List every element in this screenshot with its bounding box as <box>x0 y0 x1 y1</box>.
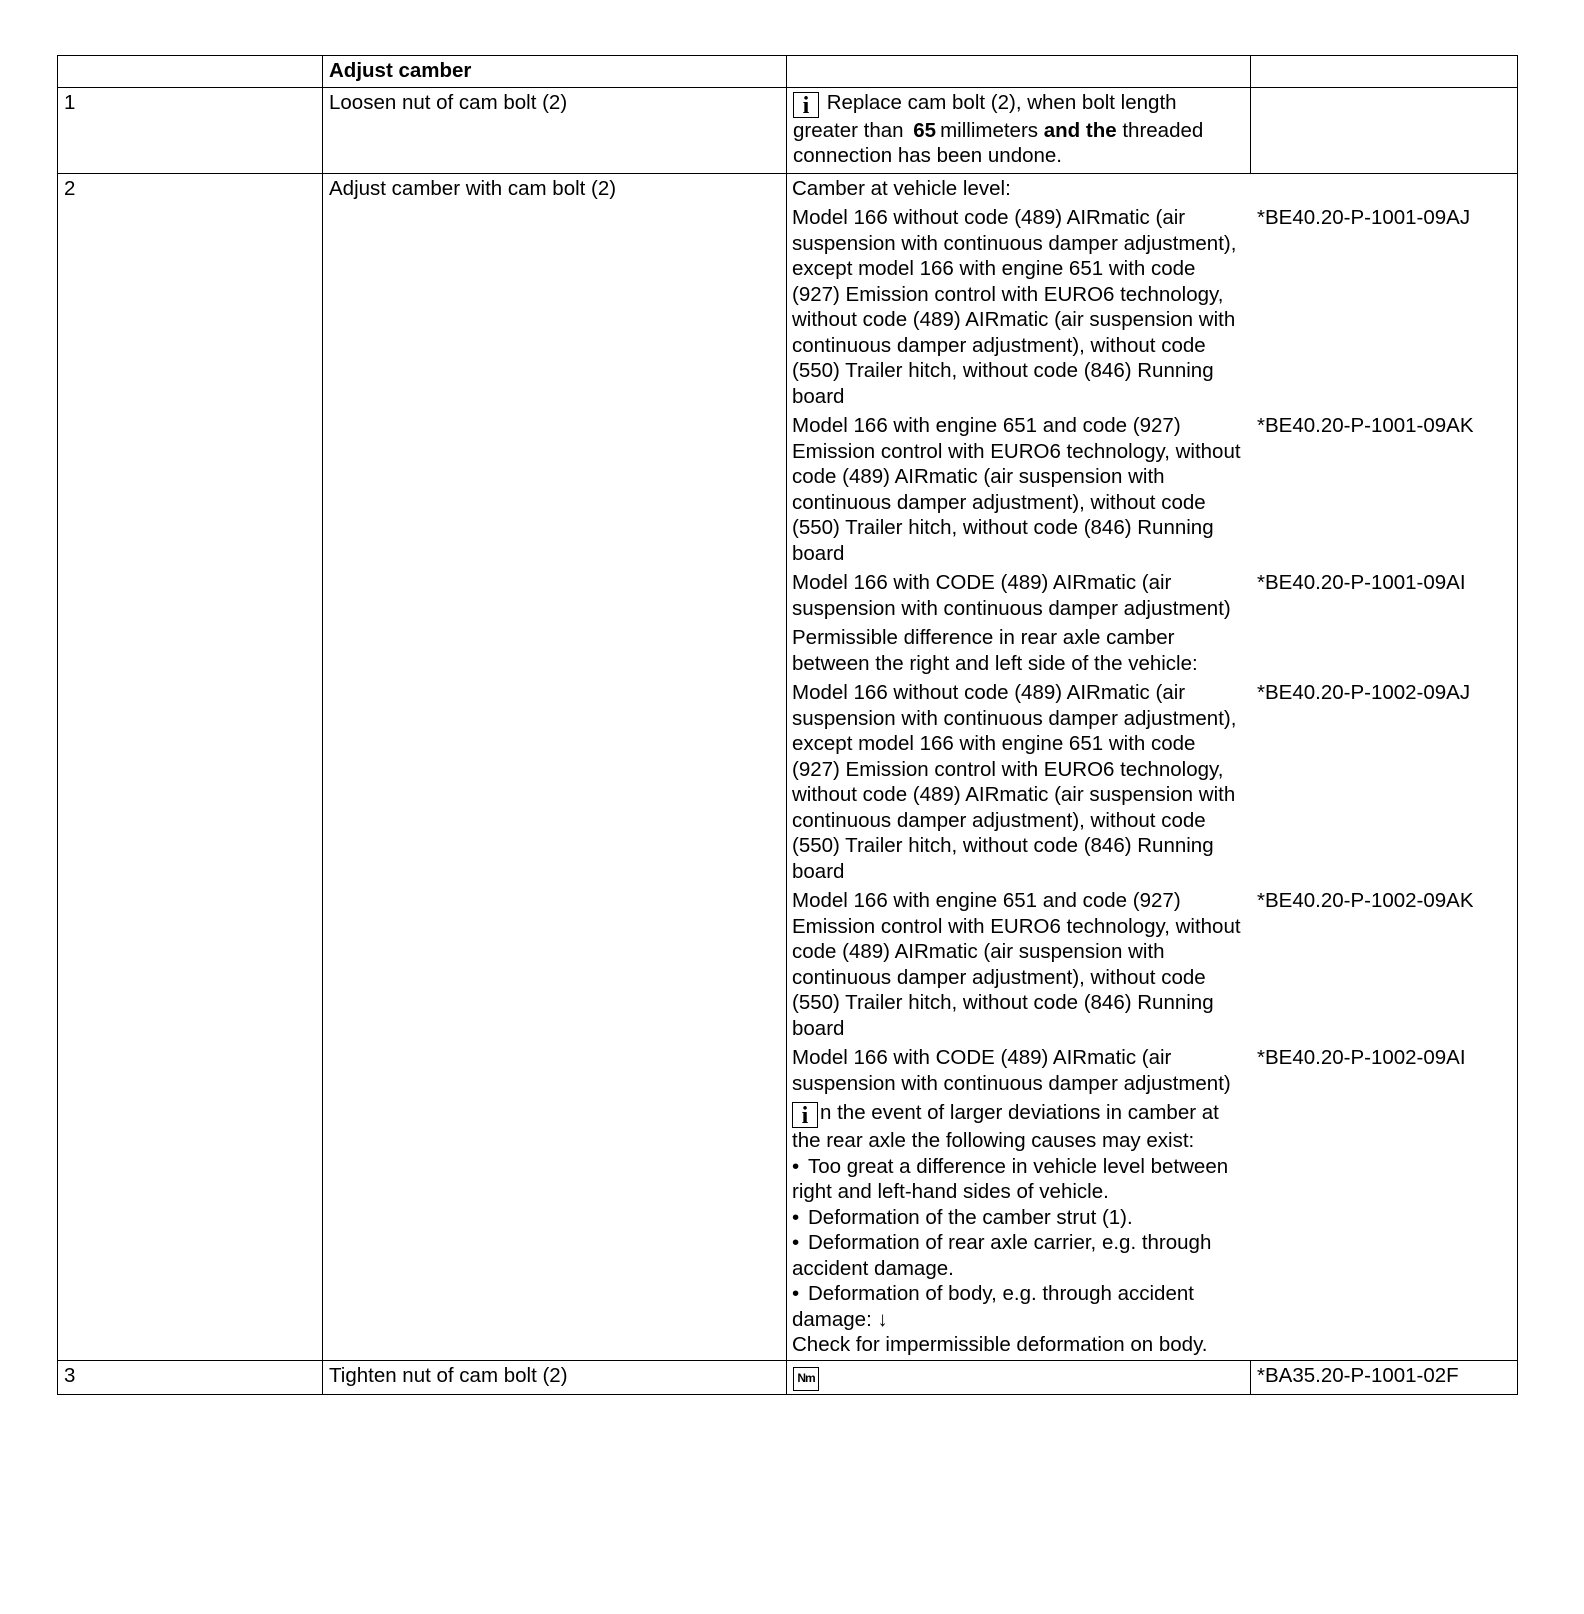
step-action: Adjust camber with cam bolt (2) <box>323 173 787 1360</box>
procedure-table <box>57 55 1518 1395</box>
note-text: threaded connection has been undone. <box>793 118 1204 167</box>
spec-text: Model 166 with CODE (489) AIRmatic (air suspension with continuous damper adjustment) <box>792 571 1231 620</box>
torque-cell <box>787 1360 1251 1394</box>
header-empty-cell <box>1251 56 1518 88</box>
bolt-length-value: 65 <box>913 118 937 142</box>
bullet-icon: • <box>792 1282 800 1305</box>
spec-text: Model 166 without code (489) AIRmatic (air suspension with continuous damper adjustment), except model 166 with engine 651 with code (927) Emission control with EURO6 technology, without code (489) AIRmatic (air suspension with continuous damper adjustment), without code (550) Trailer hitch, without code (846) Running board <box>792 206 1237 408</box>
header-empty-cell <box>787 56 1251 88</box>
final-note: Check for impermissible deformation on body. <box>792 1333 1208 1356</box>
step-number: 1 <box>58 87 323 173</box>
spec-reference[interactable]: *BE40.20-P-1002-09AI <box>1257 1046 1466 1069</box>
header-empty-cell <box>58 56 323 88</box>
step-action: Tighten nut of cam bolt (2) <box>323 1360 787 1394</box>
step-row-1 <box>58 87 1518 173</box>
camber-heading: Camber at vehicle level: <box>792 176 1011 200</box>
spec-reference[interactable]: *BA35.20-P-1001-02F <box>1251 1360 1518 1394</box>
table-header-row <box>58 56 1518 88</box>
note-unit: millimeters <box>940 118 1039 142</box>
arrow-down-icon[interactable]: ↓ <box>877 1307 888 1331</box>
section-title: Adjust camber <box>323 56 787 88</box>
spec-text: Model 166 with CODE (489) AIRmatic (air suspension with continuous damper adjustment) <box>792 1046 1231 1095</box>
info-icon: i <box>793 92 819 118</box>
reference-cell <box>1251 87 1518 173</box>
torque-nm-icon[interactable]: Nm <box>793 1367 819 1391</box>
step-details <box>787 173 1518 1360</box>
deviation-note <box>786 1100 1250 1358</box>
step-note <box>787 87 1251 173</box>
note-bold: and the <box>1043 118 1117 142</box>
spec-text: Model 166 with engine 651 and code (927) Emission control with EURO6 technology, without code (489) AIRmatic (air suspension with continuous damper adjustment), without code (550) Trailer hitch, without code (846) Running board <box>792 889 1241 1040</box>
step-row-3 <box>58 1360 1518 1394</box>
spec-reference[interactable]: *BE40.20-P-1002-09AK <box>1257 889 1474 912</box>
list-item: • Deformation of rear axle carrier, e.g. through accident damage. <box>792 1231 1212 1280</box>
info-intro: n the event of larger deviations in camber at the rear axle the following causes may exist: <box>792 1101 1219 1152</box>
spec-reference[interactable]: *BE40.20-P-1001-09AJ <box>1257 206 1471 229</box>
spec-reference[interactable]: *BE40.20-P-1001-09AI <box>1257 571 1466 594</box>
spec-text: Model 166 without code (489) AIRmatic (air suspension with continuous damper adjustment), except model 166 with engine 651 with code (927) Emission control with EURO6 technology, without code (489) AIRmatic (air suspension with continuous damper adjustment), without code (550) Trailer hitch, without code (846) Running board <box>792 681 1237 883</box>
list-item: • Deformation of body, e.g. through accident damage: ↓ <box>792 1282 1194 1331</box>
bullet-icon: • <box>792 1205 800 1229</box>
spec-reference[interactable]: *BE40.20-P-1001-09AK <box>1257 414 1474 437</box>
bullet-icon: • <box>792 1154 800 1178</box>
spec-text: Model 166 with engine 651 and code (927) Emission control with EURO6 technology, without code (489) AIRmatic (air suspension with continuous damper adjustment), without code (550) Trailer hitch, without code (846) Running board <box>792 414 1241 565</box>
step-action: Loosen nut of cam bolt (2) <box>323 87 787 173</box>
step-number: 3 <box>58 1360 323 1394</box>
bullet-icon: • <box>792 1231 800 1254</box>
info-icon: i <box>792 1102 818 1128</box>
list-item: • Too great a difference in vehicle level between right and left-hand sides of vehicle. <box>792 1154 1229 1203</box>
difference-heading: Permissible difference in rear axle camber between the right and left side of the vehicle: <box>792 626 1198 675</box>
note-text: Replace cam bolt (2), when bolt length greater than <box>793 90 1177 142</box>
spec-reference[interactable]: *BE40.20-P-1002-09AJ <box>1257 681 1471 704</box>
list-item: • Deformation of the camber strut (1). <box>792 1205 1133 1229</box>
step-number: 2 <box>58 173 323 1360</box>
step-row-2 <box>58 173 1518 1360</box>
